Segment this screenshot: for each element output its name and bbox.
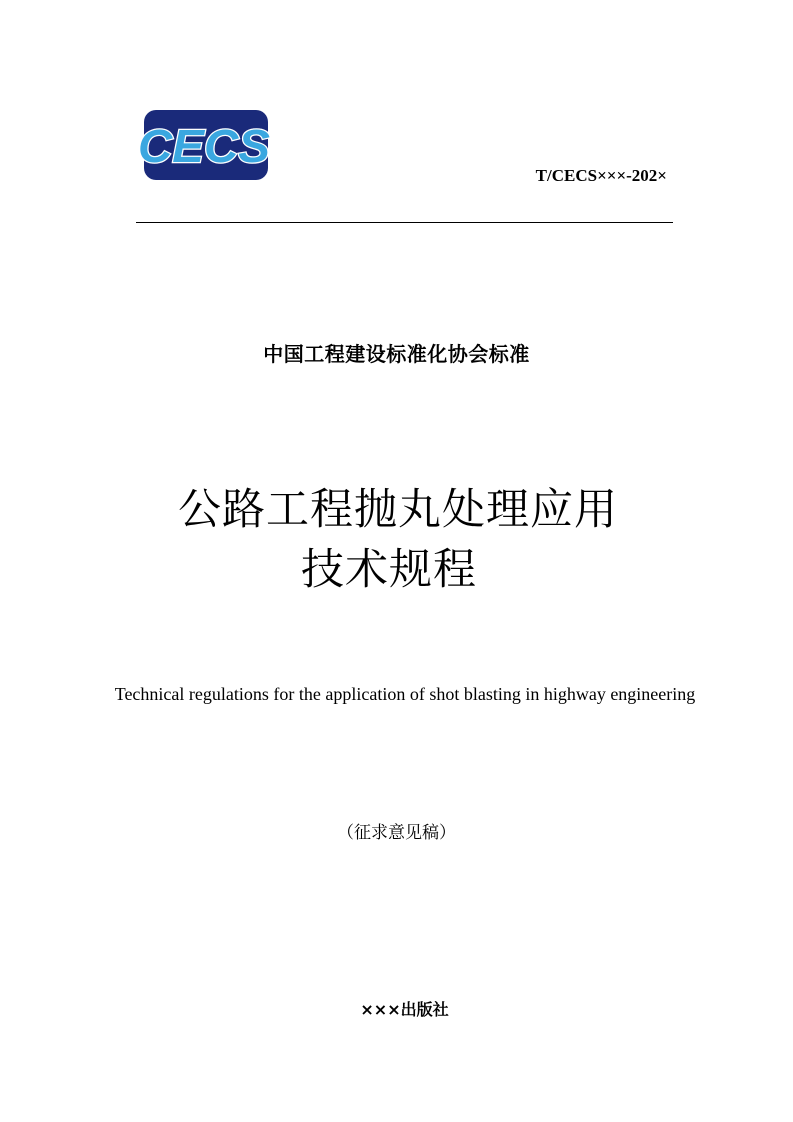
english-title: Technical regulations for the application of shot blasting in highway engineering [114,684,696,704]
cecs-logo [136,108,274,182]
organization-title: 中国工程建设标准化协会标准 [263,342,530,366]
logo-text: CECS [138,120,271,172]
document-title [178,480,678,600]
document-title-line-2: 技术规程 [301,545,477,595]
document-title-line-1: 公路工程抛丸处理应用 [178,485,618,535]
draft-status-note: （征求意见稿） [337,823,456,843]
header-divider [136,222,673,223]
publisher-name: ×××出版社 [360,1000,449,1019]
standard-number: T/CECS×××-202× [535,166,667,185]
